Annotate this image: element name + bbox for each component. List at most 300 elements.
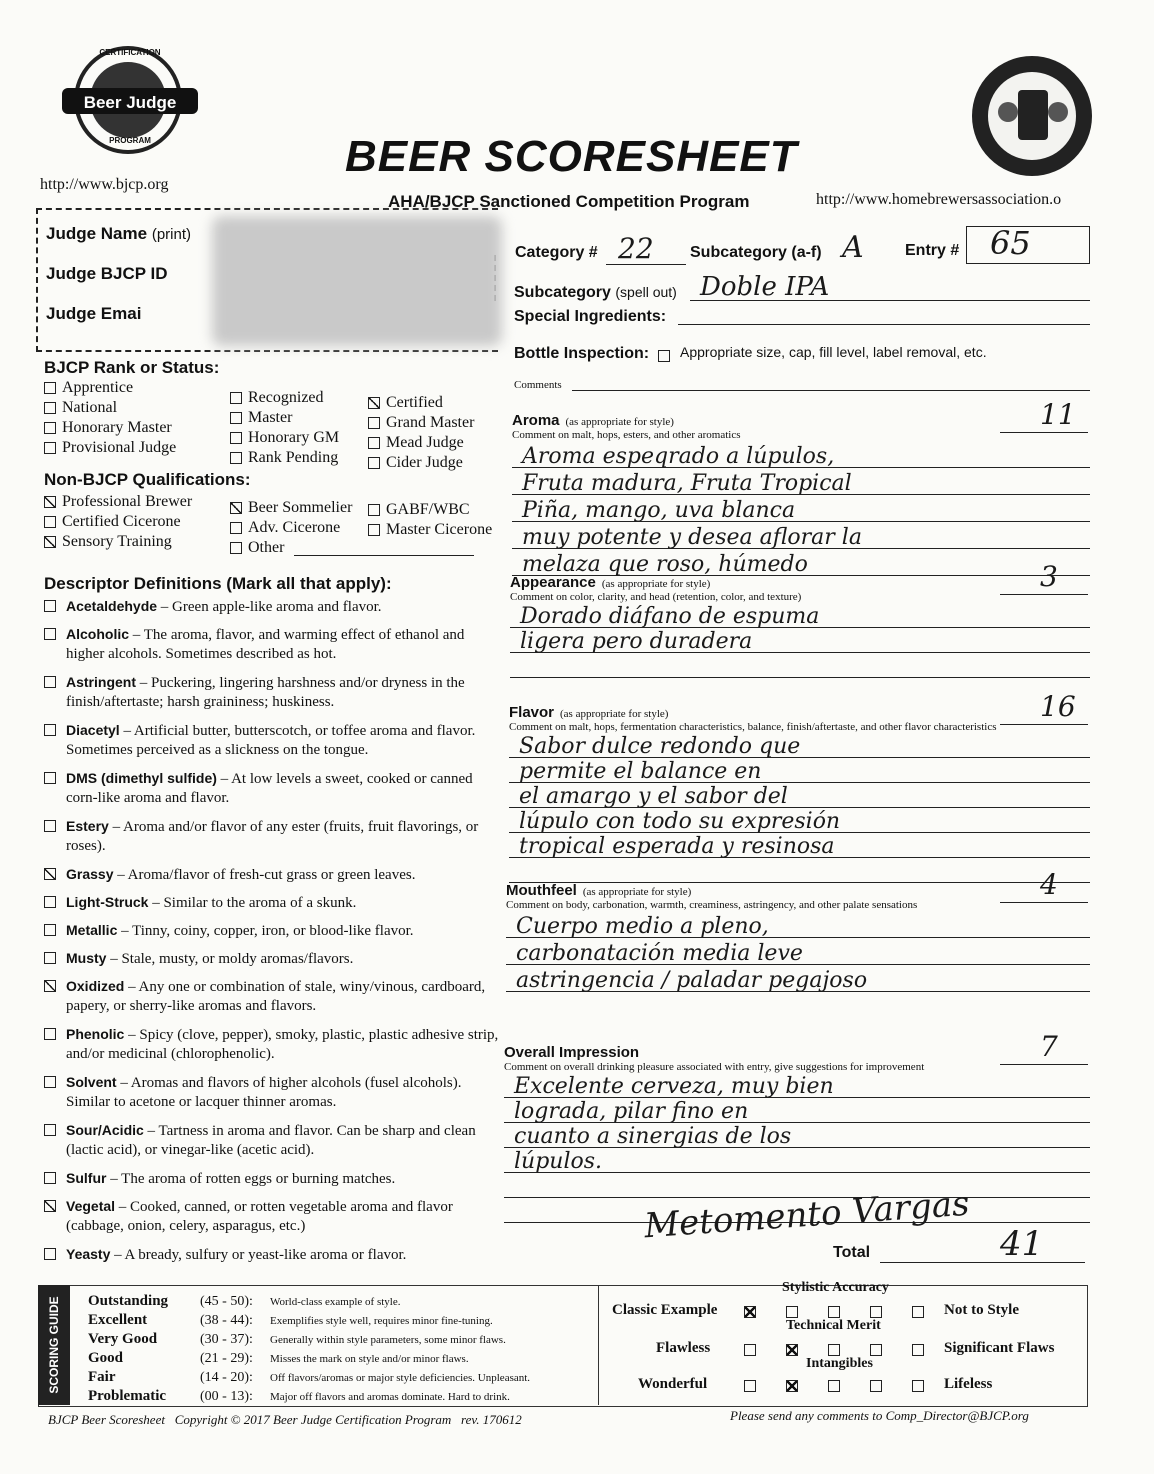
comment-line (506, 965, 1090, 992)
appearance-comment-lines (510, 603, 1090, 678)
descriptor-item[interactable] (44, 673, 504, 721)
mouthfeel-score: 4 (1040, 868, 1058, 901)
comment-line (506, 938, 1090, 965)
overall-instructions: Comment on overall drinking pleasure associated with entry, give suggestions for improvement (504, 1061, 925, 1073)
checkbox-item[interactable] (230, 388, 339, 408)
checkbox-label: Master Cicerone (386, 521, 493, 538)
checkbox-icon[interactable] (230, 432, 242, 444)
aha-logo-graphic (968, 52, 1096, 180)
appearance-label: Appearance (510, 574, 596, 591)
aroma-comment-text: melaza que roso, húmedo (522, 552, 808, 577)
spell-suffix: (spell out) (615, 284, 677, 300)
appearance-score-line (1000, 594, 1088, 595)
matrix-header: Technical Merit (786, 1318, 881, 1333)
checkbox-item[interactable] (230, 408, 339, 428)
guide-tier: Outstanding (88, 1293, 169, 1309)
aroma-comment-text: Aroma espeqrado a lúpulos, (522, 444, 835, 469)
checkbox-icon[interactable] (44, 422, 56, 434)
descriptor-item[interactable] (44, 865, 504, 893)
checkbox-icon[interactable] (44, 952, 56, 964)
descriptor-item[interactable] (44, 893, 504, 921)
guide-row (88, 1387, 530, 1406)
mouthfeel-section (506, 868, 1090, 993)
checkbox-icon[interactable] (44, 1200, 56, 1212)
descriptor-list (44, 597, 504, 1273)
comment-line (510, 603, 1090, 628)
mouthfeel-hint: (as appropriate for style) (582, 886, 692, 898)
descriptor-name: Light-Struck (66, 894, 149, 910)
bjcp-logo-ring-top: CERTIFICATION (99, 48, 161, 57)
comment-line (504, 1173, 1090, 1198)
spell-label (514, 284, 677, 302)
flavor-comment-lines (509, 733, 1090, 883)
descriptor-item[interactable] (44, 949, 504, 977)
descriptor-text: – Stale, musty, or moldy aromas/flavors. (106, 951, 354, 967)
mouthfeel-comment-lines (506, 911, 1090, 992)
descriptor-name: Diacetyl (66, 722, 120, 738)
spell-value: Doble IPA (700, 272, 830, 302)
checkbox-item[interactable] (368, 520, 492, 540)
checkbox-label: Beer Sommelier (248, 499, 353, 516)
comment-line (509, 733, 1090, 758)
footer-copyright: BJCP Beer Scoresheet Copyright © 2017 Beer Judge Certification Program rev. 170612 (48, 1412, 522, 1427)
descriptor-text: – Artificial butter, butterscotch, or toffee aroma and flavor. Sometimes perceived as a slickness on the tongue. (66, 723, 476, 758)
checkbox-item[interactable] (44, 492, 192, 512)
descriptor-name: Estery (66, 818, 109, 834)
spell-line (690, 300, 1090, 301)
checkbox-item[interactable] (44, 418, 176, 438)
guide-range: (30 - 37): (200, 1331, 253, 1347)
mouthfeel-comment-text: astringencia / paladar pegajoso (516, 968, 868, 993)
guide-row (88, 1368, 530, 1387)
judge-signature: Metomento Vargas (643, 1183, 971, 1247)
comment-line (512, 441, 1090, 468)
descriptor-item[interactable] (44, 1025, 504, 1073)
rank-col-3 (368, 393, 474, 473)
guide-tier: Good (88, 1350, 124, 1366)
entry-label: Entry # (905, 242, 960, 259)
comment-line (510, 628, 1090, 653)
checkbox-icon[interactable] (44, 724, 56, 736)
guide-range: (45 - 50): (200, 1293, 253, 1309)
flavor-score: 16 (1040, 690, 1076, 723)
descriptor-text: – Aroma and/or flavor of any ester (fruits, fruit flavorings, or roses). (66, 819, 479, 854)
checkbox-label: Honorary GM (248, 429, 340, 446)
checkbox-icon[interactable] (44, 1248, 56, 1260)
redacted-judge-info (212, 216, 502, 346)
guide-desc: Exemplifies style well, requires minor fine-tuning. (270, 1314, 493, 1327)
guide-tier: Fair (88, 1369, 116, 1385)
judge-name-label (46, 224, 191, 244)
guide-desc: Off flavors/aromas or major style deficiencies. Unpleasant. (270, 1371, 531, 1384)
checkbox-icon[interactable] (44, 600, 56, 612)
comment-line (512, 549, 1090, 576)
matrix-left-label: Wonderful (638, 1376, 708, 1392)
guide-desc: Misses the mark on style and/or minor flaws. (270, 1352, 469, 1365)
bjcp-url: http://www.bjcp.org (40, 176, 169, 193)
comment-line (510, 653, 1090, 678)
checkbox-item[interactable] (368, 500, 492, 520)
flavor-score-line (1000, 724, 1088, 725)
mouthfeel-comment-text: carbonatación media leve (516, 941, 803, 966)
aha-url: http://www.homebrewersassociation.o (816, 191, 1062, 208)
matrix-checkbox[interactable] (870, 1344, 882, 1356)
matrix-checkbox[interactable] (828, 1344, 840, 1356)
judge-name-suffix: (print) (151, 226, 191, 243)
checkbox-label: Mead Judge (386, 434, 464, 451)
comment-line (509, 833, 1090, 858)
comment-line (504, 1148, 1090, 1173)
matrix-right-label: Not to Style (944, 1302, 1019, 1318)
footer-contact: Please send any comments to Comp_Director@BJCP.org (730, 1408, 1029, 1423)
flavor-comment-text: lúpulo con todo su expresión (519, 809, 841, 834)
aroma-section (512, 398, 1090, 577)
comment-line (512, 495, 1090, 522)
guide-desc: Generally within style parameters, some minor flaws. (270, 1333, 506, 1346)
matrix-checkbox[interactable] (912, 1306, 924, 1318)
checkbox-label: GABF/WBC (386, 501, 470, 518)
descriptor-item[interactable] (44, 1197, 504, 1245)
descriptor-name: Acetaldehyde (66, 598, 158, 614)
checkbox-icon[interactable] (44, 868, 56, 880)
checkbox-item[interactable] (230, 518, 352, 538)
matrix-checkbox[interactable] (828, 1306, 840, 1318)
flavor-instructions: Comment on malt, hops, fermentation characteristics, balance, finish/aftertaste, and other flavor characteristics (509, 721, 997, 733)
matrix-checkbox[interactable] (744, 1344, 756, 1356)
checkbox-label: Recognized (248, 389, 324, 406)
descriptor-name: Yeasty (66, 1246, 111, 1262)
special-ingredients-label: Special Ingredients: (514, 308, 667, 325)
comments-line (572, 390, 1090, 391)
mouthfeel-score-line (1000, 902, 1088, 903)
descriptor-text: – Aroma/flavor of fresh-cut grass or green leaves. (113, 867, 416, 883)
checkbox-icon[interactable] (230, 542, 242, 554)
guide-range: (38 - 44): (200, 1312, 253, 1328)
checkbox-icon[interactable] (44, 536, 56, 548)
descriptor-text: – Tinny, coiny, copper, iron, or blood-like flavor. (117, 923, 414, 939)
checkbox-icon[interactable] (44, 1172, 56, 1184)
descriptor-text: – Puckering, lingering harshness and/or dryness in the finish/aftertaste; harsh graininess; huskiness. (66, 675, 465, 710)
checkbox-item[interactable] (230, 428, 339, 448)
category-line (606, 264, 686, 265)
descriptor-item[interactable] (44, 1121, 504, 1169)
aroma-comment-lines (512, 441, 1090, 576)
descriptor-name: Sulfur (66, 1170, 107, 1186)
checkbox-label: Professional Brewer (62, 493, 193, 510)
checkbox-label: Certified Cicerone (62, 513, 181, 530)
descriptor-heading: Descriptor Definitions (Mark all that apply): (44, 574, 392, 593)
rank-col-2 (230, 388, 339, 468)
flavor-comment-text: permite el balance en (519, 759, 762, 784)
overall-comment-text: cuanto a sinergias de los (514, 1124, 792, 1149)
aroma-comment-text: Piña, mango, uva blanca (522, 498, 796, 523)
category-value: 22 (618, 232, 654, 265)
checkbox-label: Apprentice (62, 379, 134, 396)
checkbox-icon[interactable] (44, 820, 56, 832)
guide-range: (21 - 29): (200, 1350, 253, 1366)
overall-heading (504, 1044, 1090, 1061)
guide-row (88, 1311, 530, 1330)
appearance-hint: (as appropriate for style) (601, 578, 711, 590)
other-line (294, 555, 474, 556)
checkbox-icon[interactable] (44, 1124, 56, 1136)
descriptor-name: Phenolic (66, 1026, 125, 1042)
checkbox-label: Provisional Judge (62, 439, 177, 456)
guide-row (88, 1330, 530, 1349)
checkbox-icon[interactable] (44, 980, 56, 992)
flavor-label: Flavor (509, 704, 555, 721)
spell-label-text: Subcategory (514, 284, 611, 301)
descriptor-text: – Green apple-like aroma and flavor. (157, 599, 382, 615)
matrix-checkbox[interactable] (912, 1344, 924, 1356)
mouthfeel-label: Mouthfeel (506, 882, 577, 899)
overall-score-line (1000, 1064, 1088, 1065)
non-bjcp-col-3 (368, 500, 492, 540)
matrix-header: Intangibles (806, 1356, 873, 1371)
checkbox-icon[interactable] (44, 772, 56, 784)
comment-line (509, 858, 1090, 883)
checkbox-icon[interactable] (368, 524, 380, 536)
judge-email-label: Judge Emai (46, 304, 142, 323)
appearance-comment-text: Dorado diáfano de espuma (520, 604, 820, 629)
descriptor-name: DMS (dimethyl sulfide) (66, 770, 217, 786)
overall-comment-text: lograda, pilar fino en (514, 1099, 749, 1124)
checkbox-icon[interactable] (230, 412, 242, 424)
non-bjcp-heading: Non-BJCP Qualifications: (44, 470, 251, 489)
descriptor-text: – Cooked, canned, or rotten vegetable aroma and flavor (cabbage, onion, celery, asparagus, etc.) (66, 1199, 453, 1234)
checkbox-icon[interactable] (368, 417, 380, 429)
descriptor-text: – Similar to the aroma of a skunk. (148, 895, 357, 911)
flavor-comment-text: el amargo y el sabor del (519, 784, 788, 809)
checkbox-icon[interactable] (44, 1028, 56, 1040)
checkbox-item[interactable] (230, 448, 339, 468)
descriptor-name: Metallic (66, 922, 118, 938)
comment-line (509, 758, 1090, 783)
descriptor-item[interactable] (44, 625, 504, 673)
flavor-heading (509, 704, 1090, 721)
descriptor-text: – Spicy (clove, pepper), smoky, plastic, plastic adhesive strip, and/or medicinal (chlorophenolic). (66, 1027, 499, 1062)
checkbox-label: National (62, 399, 118, 416)
scoring-divider (598, 1285, 599, 1405)
aroma-heading (512, 412, 1090, 429)
checkbox-icon[interactable] (44, 924, 56, 936)
comment-line (504, 1123, 1090, 1148)
matrix-right-label: Lifeless (944, 1376, 993, 1392)
descriptor-name: Sour/Acidic (66, 1122, 144, 1138)
descriptor-item[interactable] (44, 1245, 504, 1273)
overall-comment-text: Excelente cerveza, muy bien (514, 1074, 834, 1099)
matrix-checkbox[interactable] (912, 1380, 924, 1392)
checkbox-icon[interactable] (44, 442, 56, 454)
checkbox-label: Honorary Master (62, 419, 172, 436)
guide-row (88, 1349, 530, 1368)
mouthfeel-instructions: Comment on body, carbonation, warmth, creaminess, astringency, and other palate sensations (506, 899, 918, 911)
aroma-hint: (as appropriate for style) (565, 416, 674, 428)
aroma-label: Aroma (512, 412, 560, 429)
mouthfeel-comment-text: Cuerpo medio a pleno, (516, 914, 769, 939)
checkbox-icon[interactable] (44, 516, 56, 528)
guide-range: (00 - 13): (200, 1388, 253, 1404)
overall-label: Overall Impression (504, 1044, 640, 1061)
matrix-header: Stylistic Accuracy (782, 1280, 889, 1295)
aha-logo (968, 52, 1096, 180)
checkbox-icon[interactable] (44, 1076, 56, 1088)
guide-desc: Major off flavors and aromas dominate. Hard to drink. (270, 1390, 510, 1403)
checkbox-icon[interactable] (44, 896, 56, 908)
guide-desc: World-class example of style. (270, 1295, 401, 1308)
checkbox-icon[interactable] (230, 452, 242, 464)
descriptor-item[interactable] (44, 769, 504, 817)
descriptor-text: – At low levels a sweet, cooked or canned corn-like aroma and flavor. (66, 771, 473, 806)
checkbox-label: Adv. Cicerone (248, 519, 341, 536)
checkbox-item[interactable] (368, 433, 474, 453)
guide-tier: Excellent (88, 1312, 148, 1328)
checkbox-item[interactable] (44, 438, 176, 458)
descriptor-name: Alcoholic (66, 626, 130, 642)
total-value: 41 (1000, 1224, 1044, 1264)
checkbox-icon[interactable] (368, 437, 380, 449)
checkbox-item[interactable] (44, 532, 192, 552)
descriptor-text: – A bready, sulfury or yeast-like aroma or flavor. (110, 1247, 407, 1263)
aroma-score-line (1000, 432, 1088, 433)
checkbox-item[interactable] (230, 498, 352, 518)
checkbox-icon[interactable] (368, 397, 380, 409)
scoring-guide-side (38, 1285, 70, 1405)
comment-line (512, 522, 1090, 549)
flavor-comment-text: tropical esperada y resinosa (519, 834, 835, 859)
descriptor-text: – Any one or combination of stale, winy/vinous, cardboard, papery, or sherry-like aromas and flavors. (66, 979, 486, 1014)
comment-line (509, 783, 1090, 808)
checkbox-icon[interactable] (230, 392, 242, 404)
descriptor-item[interactable] (44, 921, 504, 949)
checkbox-icon[interactable] (44, 628, 56, 640)
checkbox-icon[interactable] (230, 502, 242, 514)
checkbox-icon[interactable] (44, 676, 56, 688)
bjcp-logo (60, 42, 200, 162)
descriptor-name: Solvent (66, 1074, 117, 1090)
checkbox-label: Certified (386, 394, 443, 411)
judge-id-label: Judge BJCP ID (46, 264, 168, 283)
matrix-right-label: Significant Flaws (944, 1340, 1055, 1356)
checkbox-item[interactable] (368, 413, 474, 433)
bottle-inspection-text: Appropriate size, cap, fill level, label removal, etc. (680, 344, 987, 360)
checkbox-icon[interactable] (44, 496, 56, 508)
non-bjcp-col-1 (44, 492, 192, 552)
descriptor-item[interactable] (44, 977, 504, 1025)
subcategory-label: Subcategory (a-f) (690, 244, 822, 261)
comment-line (506, 911, 1090, 938)
descriptor-text: – The aroma, flavor, and warming effect of ethanol and higher alcohols. Sometimes described as hot. (66, 627, 465, 662)
overall-score: 7 (1040, 1030, 1058, 1063)
matrix-checkbox[interactable] (744, 1380, 756, 1392)
aroma-score: 11 (1040, 398, 1076, 431)
page-subtitle: AHA/BJCP Sanctioned Competition Program (388, 192, 750, 211)
matrix-checkbox[interactable] (828, 1380, 840, 1392)
appearance-comment-text: ligera pero duradera (520, 629, 753, 654)
matrix-checkbox[interactable] (786, 1306, 798, 1318)
appearance-score: 3 (1040, 560, 1058, 593)
descriptor-item[interactable] (44, 1169, 504, 1197)
bottle-checkbox[interactable] (658, 349, 670, 367)
comment-line (504, 1073, 1090, 1098)
matrix-checkbox[interactable] (870, 1380, 882, 1392)
entry-value: 65 (990, 224, 1031, 262)
descriptor-name: Vegetal (66, 1198, 116, 1214)
checkbox-label: Cider Judge (386, 454, 463, 471)
checkbox-label: Rank Pending (248, 449, 339, 466)
checkbox-item[interactable] (368, 453, 474, 473)
bjcp-rank-heading: BJCP Rank or Status: (44, 358, 220, 377)
guide-tier: Very Good (88, 1331, 158, 1347)
checkbox-icon[interactable] (44, 402, 56, 414)
flavor-comment-text: Sabor dulce redondo que (519, 734, 801, 759)
flavor-section (509, 690, 1090, 883)
scoring-guide-rows (88, 1292, 530, 1406)
checkbox-icon[interactable] (368, 504, 380, 516)
checkbox-label: Other (248, 539, 285, 556)
checkbox-label: Master (248, 409, 293, 426)
checkbox-item[interactable] (368, 393, 474, 413)
non-bjcp-col-2 (230, 498, 352, 558)
guide-range: (14 - 20): (200, 1369, 253, 1385)
comment-line (509, 808, 1090, 833)
checkbox-item[interactable] (44, 378, 176, 398)
descriptor-name: Grassy (66, 866, 114, 882)
matrix-checkbox[interactable] (744, 1306, 756, 1318)
comment-line (504, 1098, 1090, 1123)
matrix-left-label: Flawless (656, 1340, 711, 1356)
descriptor-text: – Tartness in aroma and flavor. Can be sharp and clean (lactic acid), or vinegar-like (acetic acid). (66, 1123, 476, 1158)
checkbox-icon[interactable] (44, 382, 56, 394)
aroma-comment-text: muy potente y desea aflorar la (522, 525, 862, 550)
checkbox-item[interactable] (44, 398, 176, 418)
descriptor-name: Musty (66, 950, 107, 966)
aroma-comment-text: Fruta madura, Fruta Tropical (522, 471, 852, 496)
descriptor-item[interactable] (44, 1073, 504, 1121)
matrix-checkbox[interactable] (786, 1380, 798, 1392)
special-ingredients-line (678, 324, 1090, 325)
bottle-inspection-label: Bottle Inspection: (514, 345, 650, 362)
overall-comment-text: lúpulos. (514, 1149, 603, 1174)
appearance-heading (510, 574, 1090, 591)
checkbox-label: Sensory Training (62, 533, 172, 550)
matrix-checkbox[interactable] (870, 1306, 882, 1318)
checkbox-label: Grand Master (386, 414, 475, 431)
mouthfeel-heading (506, 882, 1090, 899)
total-line (880, 1262, 1085, 1263)
checkbox-icon[interactable] (230, 522, 242, 534)
descriptor-name: Astringent (66, 674, 136, 690)
checkbox-icon[interactable] (368, 457, 380, 469)
subcategory-value: A (842, 230, 864, 265)
guide-tier: Problematic (88, 1388, 167, 1404)
comment-line (512, 468, 1090, 495)
rank-col-1 (44, 378, 176, 458)
appearance-instructions: Comment on color, clarity, and head (retention, color, and texture) (510, 591, 802, 603)
judge-name-label-text: Judge Name (46, 224, 148, 243)
aroma-instructions: Comment on malt, hops, esters, and other aromatics (512, 429, 741, 441)
descriptor-name: Oxidized (66, 978, 125, 994)
flavor-hint: (as appropriate for style) (560, 708, 669, 720)
matrix-checkbox[interactable] (786, 1344, 798, 1356)
descriptor-item[interactable] (44, 597, 504, 625)
checkbox-item[interactable] (44, 512, 192, 532)
category-label: Category # (515, 244, 598, 261)
descriptor-item[interactable] (44, 817, 504, 865)
matrix-left-label: Classic Example (612, 1302, 718, 1318)
descriptor-item[interactable] (44, 721, 504, 769)
scoring-matrix (606, 1280, 1086, 1406)
